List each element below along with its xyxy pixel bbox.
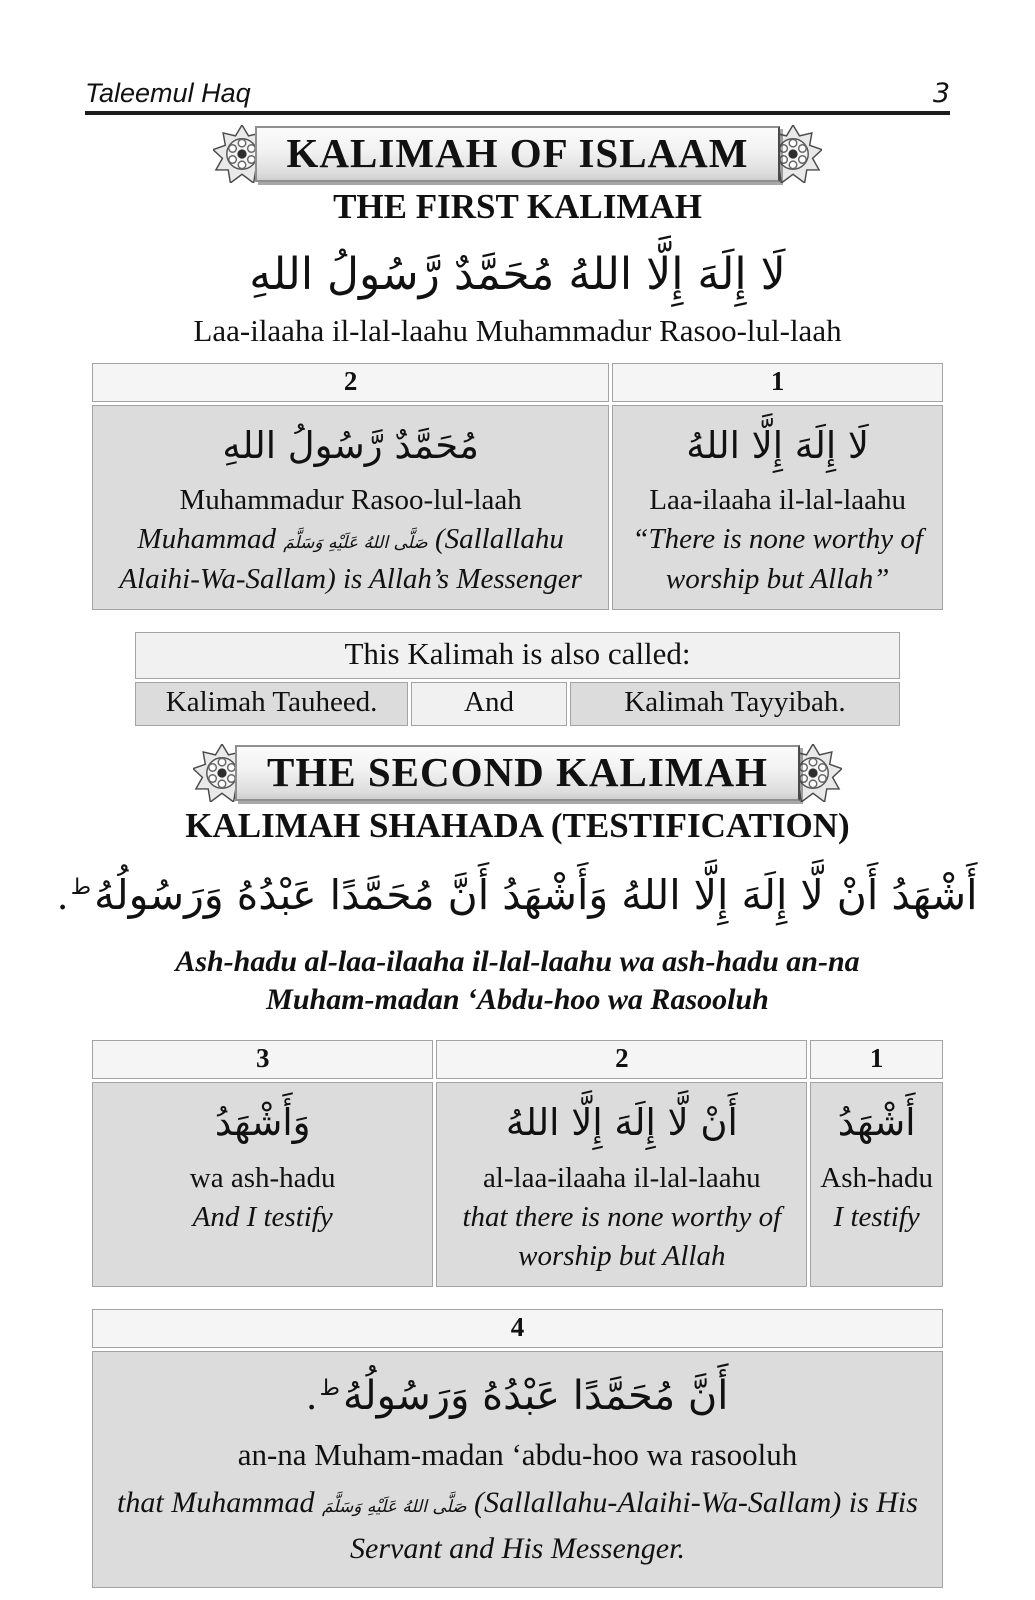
- also-called-title: This Kalimah is also called:: [135, 632, 900, 679]
- also-called-tayyibah: Kalimah Tayyibah.: [570, 682, 900, 726]
- waqf-mark: ط: [70, 875, 92, 901]
- kalimah1-arabic: لَا إِلَهَ إِلَّا اللهُ مُحَمَّدٌ رَّسُولُ اللهِ: [249, 249, 786, 300]
- period: .: [57, 871, 68, 918]
- banner-title: THE SECOND KALIMAH: [235, 745, 800, 801]
- cell-arabic: مُحَمَّدٌ رَّسُولُ اللهِ: [222, 423, 479, 467]
- table-body-row: [92, 1082, 943, 1287]
- transliteration-line2: Muham-madan ‘Abdu-hoo wa Rasooluh: [266, 982, 769, 1016]
- column-header: 2: [436, 1040, 807, 1079]
- also-called-title-row: [135, 632, 900, 679]
- kalimah1-transliteration: Laa-ilaaha il-lal-laahu Muhammadur Rasoo-lul-laah: [193, 312, 842, 348]
- kalimah2-arabic-line: [0, 866, 1035, 925]
- sallallahu-honorific: صَلَّى اللهُ عَلَيْهِ وَسَلَّمَ: [322, 1496, 467, 1517]
- kalimah2-transliteration: [0, 943, 1035, 1018]
- column-header: 2: [92, 363, 609, 402]
- also-called-and: And: [411, 682, 567, 726]
- table-body-row: [92, 1351, 943, 1588]
- table-cell-part1: [810, 1082, 943, 1287]
- table-cell-part2: [92, 405, 609, 610]
- table-body-row: [92, 405, 943, 610]
- table-header-row: [92, 1309, 943, 1348]
- page-number: 3: [932, 78, 950, 109]
- table-cell-part1: [612, 405, 943, 610]
- table-cell-part4: [92, 1351, 943, 1588]
- cell-translation: “There is none worthy of worship but Allah”: [632, 523, 923, 595]
- cell-arabic: أَنْ لَّا إِلَهَ إِلَّا اللهُ: [505, 1101, 738, 1145]
- also-called-body-row: [135, 682, 900, 726]
- table-header-row: [92, 1040, 943, 1079]
- kalimah2-table-part4: [92, 1309, 943, 1588]
- transliteration-line1: Ash-hadu al-laa-ilaaha il-lal-laahu wa ash-hadu an-na: [175, 945, 860, 979]
- kalimah1-table: [92, 363, 943, 610]
- cell-arabic-line: أَنَّ مُحَمَّدًا عَبْدُهُ وَرَسُولُهُ$^ط$.: [306, 1373, 729, 1420]
- table-cell-part3: [92, 1082, 433, 1287]
- column-header: 3: [92, 1040, 433, 1079]
- column-header: 4: [92, 1309, 943, 1348]
- sallallahu-honorific: صَلَّى اللهُ عَلَيْهِ وَسَلَّمَ: [283, 533, 428, 554]
- section1-subtitle: THE FIRST KALIMAH: [333, 187, 702, 226]
- also-called-tauheed: Kalimah Tauheed.: [135, 682, 408, 726]
- cell-translation: that Muhammad صَلَّى اللهُ عَلَيْهِ وَسَلَّمَ (Sallallahu-Alaihi-Wa-Sallam) is His Servant and His Messenger.: [117, 1485, 918, 1566]
- banner-kalimah-of-islaam: [0, 125, 1035, 183]
- cell-arabic: أَشْهَدُ: [837, 1101, 916, 1145]
- waqf-mark: ط: [319, 1375, 340, 1401]
- kalimah2-table: [92, 1040, 943, 1287]
- cell-arabic: لَا إِلَهَ إِلَّا اللهُ: [686, 423, 870, 467]
- column-header: 1: [612, 363, 943, 402]
- table-header-row: [92, 363, 943, 402]
- cell-transliteration: Ash-hadu: [820, 1161, 934, 1194]
- cell-transliteration: al-laa-ilaaha il-lal-laahu: [482, 1161, 761, 1194]
- table-cell-part2: [436, 1082, 807, 1287]
- cell-arabic: وَأَشْهَدُ: [214, 1101, 311, 1145]
- banner-second-kalimah: [0, 744, 1035, 802]
- cell-translation: And I testify: [192, 1200, 333, 1233]
- running-header: [85, 0, 950, 115]
- cell-transliteration: an-na Muham-madan ‘abdu-hoo wa rasooluh: [237, 1437, 798, 1473]
- cell-translation: that there is none worthy of worship but Allah: [462, 1200, 782, 1272]
- kalimah2-arabic: أَشْهَدُ أَنْ لَّا إِلَهَ إِلَّا اللهُ وَأَشْهَدُ أَنَّ مُحَمَّدًا عَبْدُهُ وَرَسُولُهُ: [94, 870, 978, 919]
- period: .: [306, 1373, 317, 1419]
- banner-title: KALIMAH OF ISLAAM: [255, 126, 781, 182]
- cell-transliteration: wa ash-hadu: [189, 1161, 336, 1194]
- also-called-table: [135, 632, 900, 726]
- cell-transliteration: Muhammadur Rasoo-lul-laah: [179, 484, 522, 517]
- section2-subtitle: KALIMAH SHAHADA (TESTIFICATION): [185, 805, 850, 845]
- cell-transliteration: Laa-ilaaha il-lal-laahu: [649, 484, 907, 517]
- cell-translation: Muhammad صَلَّى اللهُ عَلَيْهِ وَسَلَّمَ (Sallallahu Alaihi-Wa-Sallam) is Allah’s Messenger: [119, 523, 582, 595]
- column-header: 1: [810, 1040, 943, 1079]
- book-title: Taleemul Haq: [85, 78, 251, 108]
- cell-translation: I testify: [833, 1200, 920, 1233]
